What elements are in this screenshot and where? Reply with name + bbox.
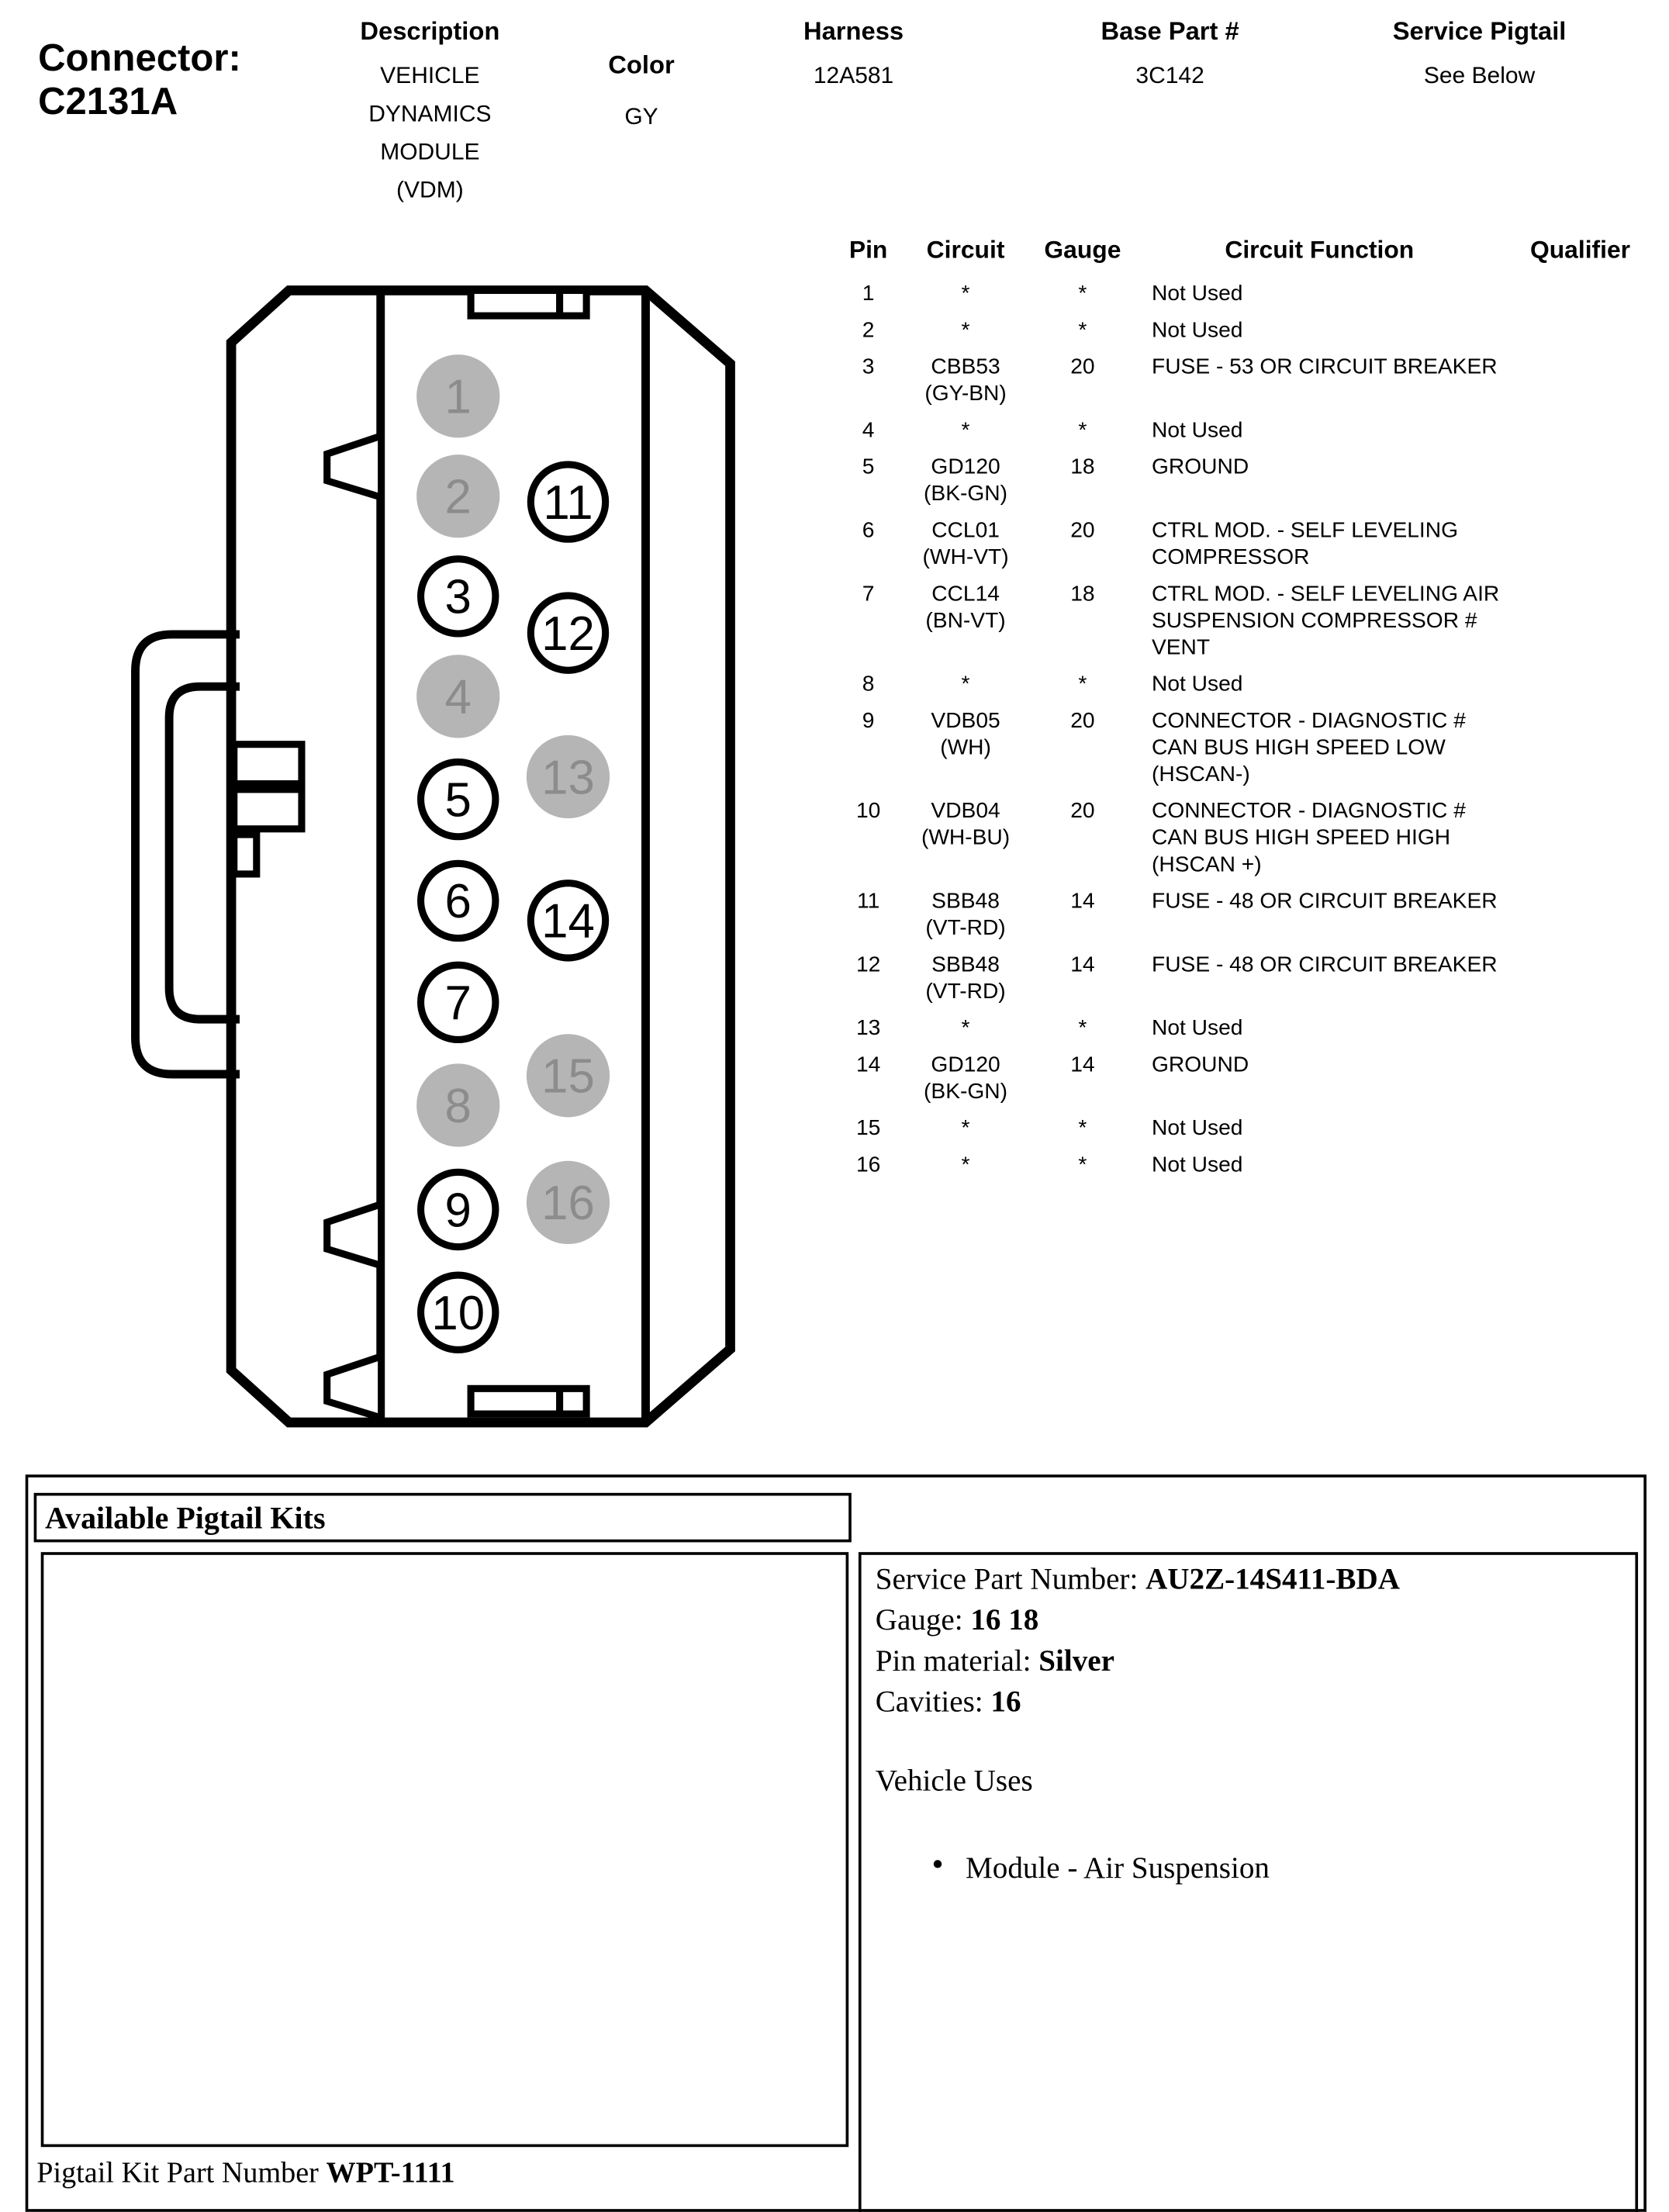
cell-qualifier xyxy=(1504,417,1656,444)
vehicle-use-text: Module - Air Suspension xyxy=(966,1851,1270,1885)
field-color-label: Color xyxy=(608,50,675,79)
cell-gauge: 20 xyxy=(1070,355,1095,379)
vehicle-uses-title: Vehicle Uses xyxy=(875,1763,1033,1798)
cell-function: FUSE - 48 OR CIRCUIT BREAKER xyxy=(1151,889,1498,914)
cell-circuit: SBB48 (VT-RD) xyxy=(925,952,1006,1004)
cell-function: FUSE - 48 OR CIRCUIT BREAKER xyxy=(1151,952,1498,977)
pin-table-row xyxy=(836,354,1662,407)
cell-pin: 8 xyxy=(862,672,875,696)
pin-6-number: 6 xyxy=(444,875,472,929)
mount-tab-outer xyxy=(135,634,240,1074)
pin-12-number: 12 xyxy=(541,607,595,661)
pin-9-number: 9 xyxy=(444,1184,472,1238)
cell-gauge: 20 xyxy=(1070,518,1095,543)
cell-circuit: * xyxy=(961,282,970,306)
pin-table-row xyxy=(836,952,1662,1005)
pin-table-row xyxy=(836,517,1662,571)
cell-pin: 3 xyxy=(862,355,875,379)
cell-gauge: * xyxy=(1078,672,1087,696)
field-description-label: Description xyxy=(360,16,500,46)
cell-gauge: 14 xyxy=(1070,952,1095,977)
cell-circuit: * xyxy=(961,1016,970,1041)
pin-16-number: 16 xyxy=(541,1177,595,1231)
pin-1-number: 1 xyxy=(444,370,472,424)
service-info-value: 16 xyxy=(990,1685,1021,1719)
cell-function: Not Used xyxy=(1151,318,1243,343)
mount-tab-detail-3 xyxy=(234,835,257,874)
available-pigtail-kits-title: Available Pigtail Kits xyxy=(34,1493,852,1543)
pin-table-row xyxy=(836,581,1662,662)
header-pin: Pin xyxy=(848,235,888,264)
cell-gauge: 14 xyxy=(1070,1052,1095,1077)
pin-table-row xyxy=(836,281,1662,308)
field-base-part-value: 3C142 xyxy=(1135,63,1204,89)
cell-circuit: GD120 (BK-GN) xyxy=(924,1052,1008,1104)
pigtail-section xyxy=(26,1474,1647,2212)
field-service-pigtail-value: See Below xyxy=(1423,63,1536,89)
header-circuit: Circuit xyxy=(926,235,1005,264)
cell-gauge: * xyxy=(1078,1116,1087,1141)
field-base-part-label: Base Part # xyxy=(1101,16,1239,46)
service-info-lines xyxy=(876,1559,1622,1723)
service-info-line xyxy=(876,1641,1622,1682)
cell-pin: 2 xyxy=(862,318,875,343)
header-gauge: Gauge xyxy=(1044,235,1121,264)
pin-table-row xyxy=(836,417,1662,444)
cell-qualifier xyxy=(1504,952,1656,1005)
cell-function: CONNECTOR - DIAGNOSTIC # CAN BUS HIGH SPEED LOW (HSCAN-) xyxy=(1151,709,1466,787)
cell-qualifier xyxy=(1504,1052,1656,1105)
pin-11-number: 11 xyxy=(543,475,593,530)
field-description-value: VEHICLE DYNAMICS MODULE (VDM) xyxy=(368,63,492,203)
service-info-value: Silver xyxy=(1038,1643,1114,1678)
cell-function: CONNECTOR - DIAGNOSTIC # CAN BUS HIGH SPEED HIGH (HSCAN +) xyxy=(1151,799,1466,877)
cell-pin: 11 xyxy=(857,889,880,914)
bullet-icon: • xyxy=(931,1847,944,1884)
pin-7-number: 7 xyxy=(444,976,472,1031)
service-info-label: Service Part Number: xyxy=(875,1561,1146,1596)
pigtail-kits-box xyxy=(41,1552,848,2147)
cell-function: Not Used xyxy=(1151,672,1243,696)
cell-circuit: * xyxy=(961,1116,970,1141)
pin-table-row xyxy=(836,1052,1662,1105)
field-harness-label: Harness xyxy=(803,16,904,46)
service-info-label: Pin material: xyxy=(875,1643,1039,1678)
cell-pin: 9 xyxy=(862,709,875,734)
pin-2-number: 2 xyxy=(444,470,472,524)
cell-circuit: * xyxy=(961,418,970,443)
header-function: Circuit Function xyxy=(1225,235,1415,264)
cell-gauge: 18 xyxy=(1070,455,1095,479)
field-harness-value: 12A581 xyxy=(813,63,894,89)
pin-table-row xyxy=(836,1015,1662,1042)
pin-table xyxy=(836,237,1662,1188)
pigtail-kit-part-number xyxy=(36,2155,454,2190)
field-description xyxy=(345,17,514,210)
pin-table-row xyxy=(836,707,1662,788)
connector-label: Connector: xyxy=(38,36,241,79)
service-info-label: Gauge: xyxy=(875,1602,971,1637)
cell-gauge: * xyxy=(1078,1016,1087,1041)
cell-qualifier xyxy=(1504,281,1656,308)
cell-circuit: CBB53 (GY-BN) xyxy=(924,355,1007,406)
cell-gauge: 20 xyxy=(1070,709,1095,734)
cell-gauge: * xyxy=(1078,282,1087,306)
pin-table-row xyxy=(836,1115,1662,1142)
service-info-value: 16 18 xyxy=(970,1602,1039,1637)
pin-13-number: 13 xyxy=(541,751,595,805)
cell-pin: 6 xyxy=(862,518,875,543)
cell-gauge: * xyxy=(1078,318,1087,343)
cell-qualifier xyxy=(1504,1115,1656,1142)
cell-circuit: CCL14 (BN-VT) xyxy=(925,582,1006,634)
field-service-pigtail xyxy=(1356,17,1603,96)
vehicle-use-item xyxy=(876,1848,1622,1889)
cell-function: Not Used xyxy=(1151,282,1243,306)
service-part-box xyxy=(859,1552,1638,2212)
connector-id: C2131A xyxy=(38,80,178,123)
cell-pin: 14 xyxy=(855,1052,881,1077)
cell-pin: 10 xyxy=(855,799,881,824)
cell-function: CTRL MOD. - SELF LEVELING AIR SUSPENSION COMPRESSOR # VENT xyxy=(1151,582,1500,660)
connector-body-outline xyxy=(231,290,730,1422)
cell-gauge: * xyxy=(1078,1153,1087,1177)
cell-qualifier xyxy=(1504,888,1656,942)
pin-table-rows xyxy=(836,281,1662,1179)
cell-qualifier xyxy=(1504,798,1656,879)
pin-table-row xyxy=(836,454,1662,507)
pin-table-row xyxy=(836,798,1662,879)
service-info-line xyxy=(876,1600,1622,1641)
cell-circuit: SBB48 (VT-RD) xyxy=(925,889,1006,941)
mount-tab-detail-1 xyxy=(234,745,302,784)
service-info-value: AU2Z-14S411-BDA xyxy=(1145,1561,1400,1596)
cell-function: CTRL MOD. - SELF LEVELING COMPRESSOR xyxy=(1151,518,1459,570)
service-info-label: Cavities: xyxy=(875,1685,991,1719)
cell-function: GROUND xyxy=(1151,455,1249,479)
cell-gauge: 14 xyxy=(1070,889,1095,914)
cell-circuit: * xyxy=(961,1153,970,1177)
cell-qualifier xyxy=(1504,517,1656,571)
cell-circuit: * xyxy=(961,318,970,343)
cell-function: Not Used xyxy=(1151,1153,1243,1177)
cell-gauge: 20 xyxy=(1070,799,1095,824)
pin-8-number: 8 xyxy=(444,1079,472,1133)
cell-pin: 12 xyxy=(855,952,881,977)
cell-function: Not Used xyxy=(1151,418,1243,443)
cell-function: GROUND xyxy=(1151,1052,1249,1077)
pigtail-kit-label: Pigtail Kit Part Number xyxy=(36,2155,327,2190)
connector-diagram xyxy=(124,271,745,1469)
pin-table-row xyxy=(836,1152,1662,1179)
cell-function: Not Used xyxy=(1151,1116,1243,1141)
cell-qualifier xyxy=(1504,581,1656,662)
cell-function: FUSE - 53 OR CIRCUIT BREAKER xyxy=(1151,355,1498,379)
field-service-pigtail-label: Service Pigtail xyxy=(1392,16,1567,46)
pin-3-number: 3 xyxy=(444,570,472,624)
cell-gauge: * xyxy=(1078,418,1087,443)
top-keyway xyxy=(471,290,586,316)
cell-qualifier xyxy=(1504,317,1656,344)
cell-qualifier xyxy=(1504,1015,1656,1042)
pin-10-number: 10 xyxy=(431,1286,485,1340)
cell-pin: 13 xyxy=(855,1016,881,1041)
cell-pin: 5 xyxy=(862,455,875,479)
pin-14-number: 14 xyxy=(541,894,595,949)
field-harness xyxy=(772,17,935,96)
pin-table-row xyxy=(836,888,1662,942)
cell-circuit: VDB05 (WH) xyxy=(931,709,1000,760)
pigtail-kit-number: WPT-1111 xyxy=(326,2155,455,2190)
pin-table-row xyxy=(836,671,1662,698)
vehicle-uses-list xyxy=(876,1848,1622,1889)
pin-15-number: 15 xyxy=(541,1049,595,1104)
pin-5-number: 5 xyxy=(444,773,472,828)
service-info-line xyxy=(876,1681,1622,1723)
cell-qualifier xyxy=(1504,707,1656,788)
field-color xyxy=(582,50,701,137)
field-color-value: GY xyxy=(624,104,658,130)
cell-pin: 1 xyxy=(862,282,875,306)
cell-pin: 4 xyxy=(862,418,875,443)
cell-function: Not Used xyxy=(1151,1016,1243,1041)
cell-circuit: VDB04 (WH-BU) xyxy=(921,799,1011,851)
cell-qualifier xyxy=(1504,671,1656,698)
pin-table-row xyxy=(836,317,1662,344)
cell-qualifier xyxy=(1504,1152,1656,1179)
cell-pin: 16 xyxy=(855,1153,881,1177)
cell-circuit: * xyxy=(961,672,970,696)
mount-tab-detail-2 xyxy=(234,790,302,829)
service-info-line xyxy=(876,1559,1622,1600)
cell-qualifier xyxy=(1504,454,1656,507)
cell-pin: 15 xyxy=(855,1116,881,1141)
pin-table-header xyxy=(836,237,1662,264)
cell-gauge: 18 xyxy=(1070,582,1095,607)
header-qualifier: Qualifier xyxy=(1530,235,1631,264)
cell-circuit: GD120 (BK-GN) xyxy=(924,455,1008,506)
connector-title xyxy=(38,36,241,124)
cell-circuit: CCL01 (WH-VT) xyxy=(922,518,1009,570)
pin-4-number: 4 xyxy=(444,670,472,724)
cell-qualifier xyxy=(1504,354,1656,407)
cell-pin: 7 xyxy=(862,582,875,607)
field-base-part xyxy=(1064,17,1276,96)
bottom-keyway xyxy=(471,1388,586,1414)
